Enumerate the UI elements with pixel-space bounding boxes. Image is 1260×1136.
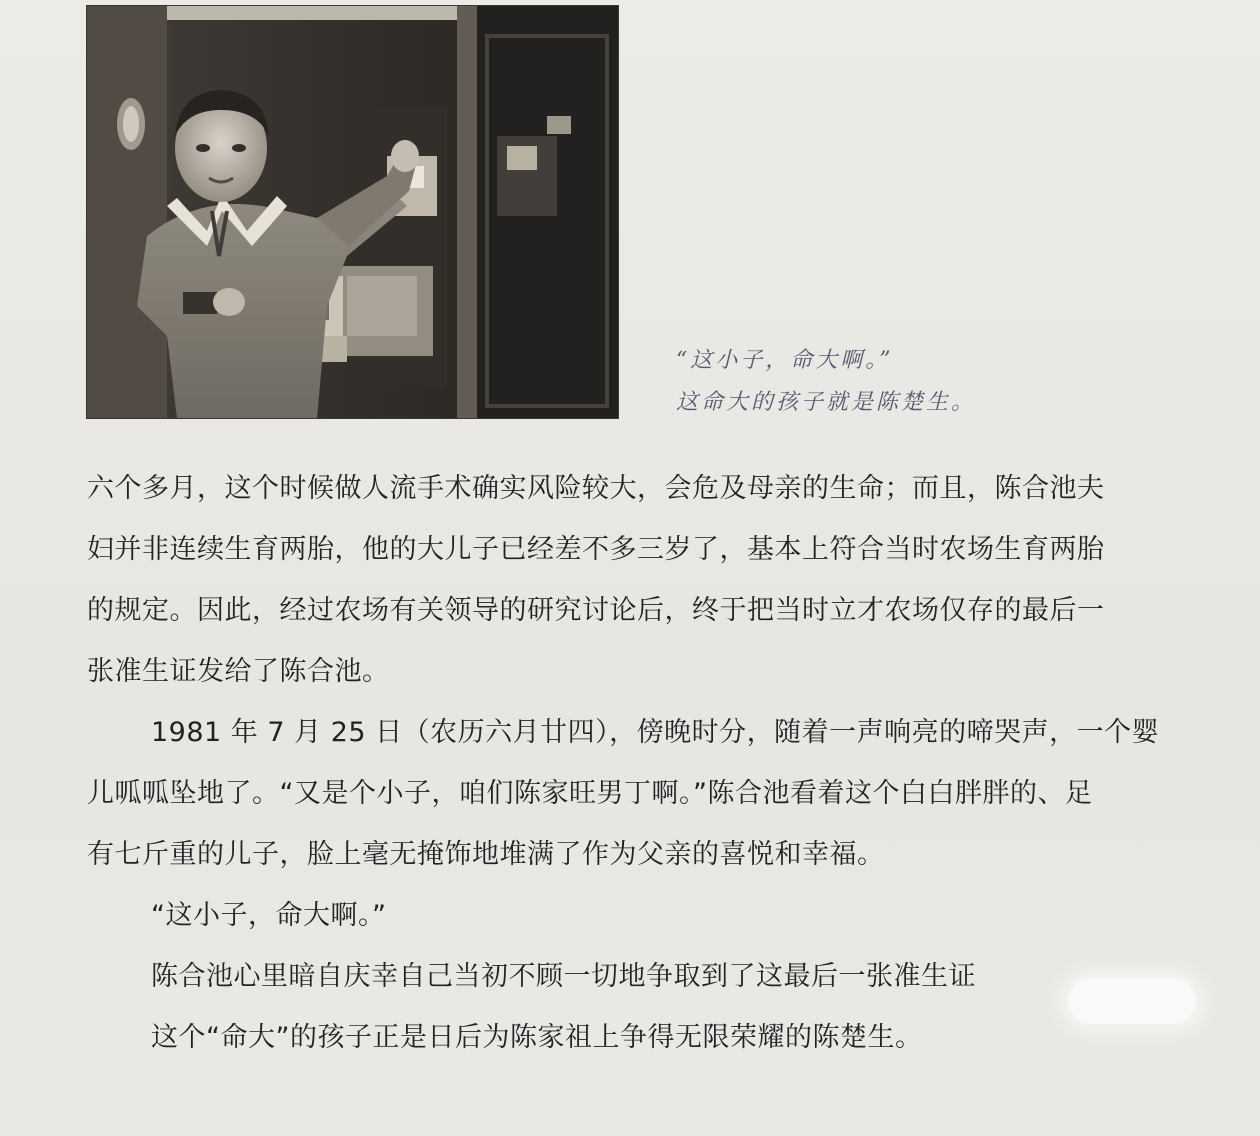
child-photo (87, 6, 618, 418)
paragraph-1-line-4: 张准生证发给了陈合池。 (87, 656, 390, 687)
corner-smudge (1068, 978, 1196, 1024)
paragraph-1-line-2: 妇并非连续生育两胎，他的大儿子已经差不多三岁了，基本上符合当时农场生育两胎 (87, 534, 1105, 565)
paragraph-2-line-1: 1981 年 7 月 25 日（农历六月廿四），傍晚时分，随着一声响亮的啼哭声，一个婴 (151, 717, 1160, 748)
paragraph-5: 这个“命大”的孩子正是日后为陈家祖上争得无限荣耀的陈楚生。 (151, 1022, 923, 1053)
caption-line-1: “这小子，命大啊。” (676, 348, 894, 373)
body-text (87, 458, 1227, 1068)
caption-line-2: 这命大的孩子就是陈楚生。 (676, 390, 977, 415)
paragraph-1-line-3: 的规定。因此，经过农场有关领导的研究讨论后，终于把当时立才农场仅存的最后一 (87, 595, 1105, 626)
paragraph-3: “这小子，命大啊。” (151, 900, 387, 931)
paragraph-1-line-1: 六个多月，这个时候做人流手术确实风险较大，会危及母亲的生命；而且，陈合池夫 (87, 473, 1105, 504)
paragraph-2-line-2: 儿呱呱坠地了。“又是个小子，咱们陈家旺男丁啊。”陈合池看着这个白白胖胖的、足 (87, 778, 1093, 809)
child-photo-image (87, 6, 618, 418)
paragraph-2-line-3: 有七斤重的儿子，脸上毫无掩饰地堆满了作为父亲的喜悦和幸福。 (87, 839, 885, 870)
paragraph-4: 陈合池心里暗自庆幸自己当初不顾一切地争取到了这最后一张准生证 (151, 961, 976, 992)
photo-caption (676, 340, 1096, 424)
